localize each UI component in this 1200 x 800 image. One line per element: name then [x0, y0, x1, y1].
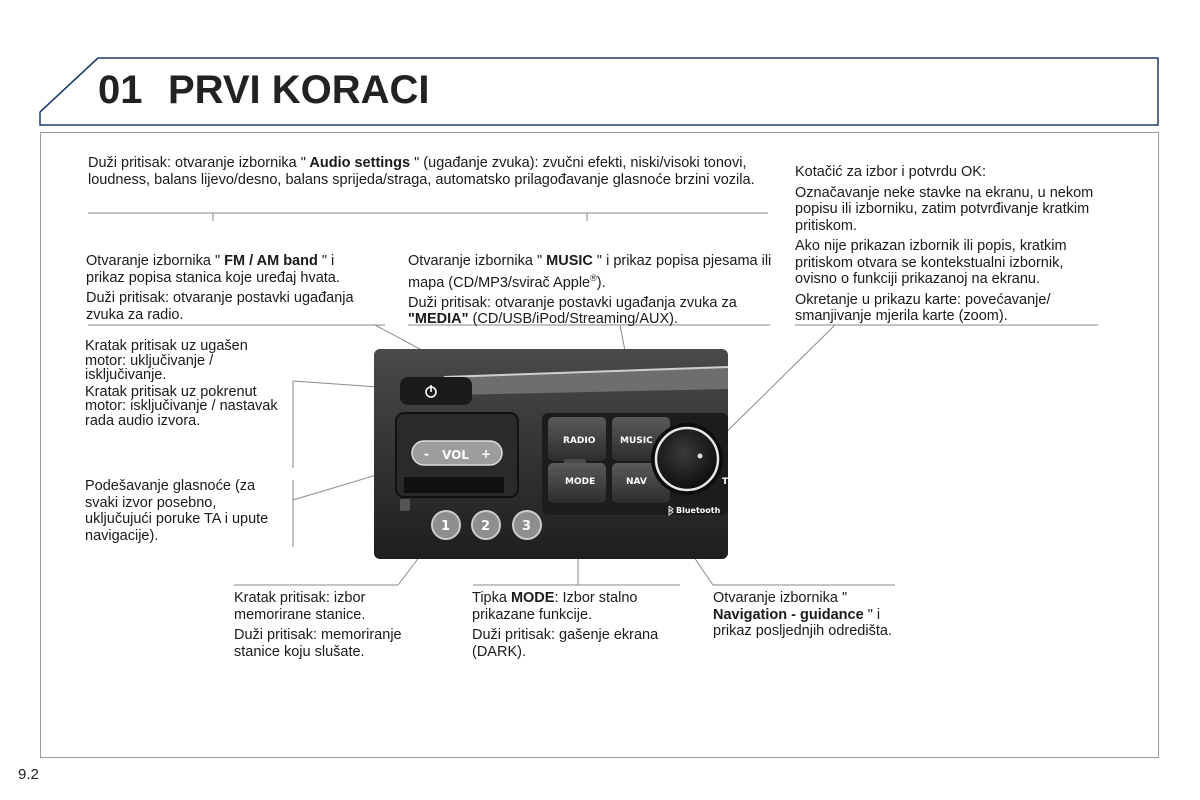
volume-plus: +	[481, 447, 492, 461]
nav-p1-post: " i prikaz posljednjih odredišta.	[713, 606, 892, 639]
partial-button-label: T	[722, 477, 728, 487]
mode-p1-post: : Izbor stalno prikazane funkcije.	[472, 590, 638, 623]
music-p1-bold: MUSIC	[542, 253, 597, 269]
knob-p4: Okretanje u prikazu karte: povećavanje/ smanjivanje mjerila karte (zoom).	[795, 291, 1051, 324]
power-p1: Kratak pritisak uz ugašen motor: uključivanje / isključivanje.	[85, 338, 248, 383]
knob-p2: Označavanje neke stavke na ekranu, u nekom popisu ili izborniku, zatim potvrđivanje kratkim pritiskom.	[795, 184, 1094, 234]
power-button[interactable]	[400, 377, 472, 405]
preset-button-2[interactable]	[472, 511, 500, 539]
music-p1-sup: ®	[590, 272, 597, 283]
music-p1-mid: " i prikaz popisa pjesama ili mapa (CD/MP3/svirač Apple	[408, 253, 772, 291]
mode-button[interactable]	[548, 463, 606, 503]
knob-p3: Ako nije prikazan izbornik ili popis, kratkim pritiskom otvara se kontekstualni izbornik, ovisno o funkciji prikazanoj na ekranu.	[795, 238, 1067, 287]
music-text	[408, 253, 778, 332]
volume-minus: -	[424, 447, 429, 461]
nav-p1-pre: Otvaranje izbornika "	[713, 590, 848, 606]
music-p2-post: (CD/USB/iPod/Streaming/AUX).	[468, 311, 678, 328]
knob-text	[795, 164, 1100, 329]
selector-knob[interactable]	[651, 423, 723, 495]
radio-text	[86, 253, 376, 327]
audio-settings-pre: Duži pritisak: otvaranje izbornika "	[88, 155, 306, 171]
audio-settings-bold: Audio settings	[305, 155, 415, 171]
presets-p2: Duži pritisak: memoriranje stanice koju slušate.	[234, 627, 402, 660]
nav-button-label: NAV	[626, 477, 647, 487]
volume-label: VOL	[442, 448, 469, 462]
power-text	[85, 339, 285, 432]
music-p1-pre: Otvaranje izbornika "	[408, 253, 543, 269]
knob-p1: Kotačić za izbor i potvrdu OK:	[795, 164, 986, 180]
mode-button-label: MODE	[565, 477, 596, 487]
nav-text	[713, 590, 913, 644]
mode-p1-pre: Tipka	[472, 590, 511, 606]
music-p1-post: ).	[596, 274, 606, 291]
radio-p1-bold: FM / AM band	[220, 253, 322, 269]
radio-p1-pre: Otvaranje izbornika "	[86, 253, 221, 269]
volume-p1: Podešavanje glasnoće (za svaki izvor posebno, uključujući poruke TA i upute navigacije).	[85, 478, 269, 544]
volume-text	[85, 478, 275, 548]
volume-rocker[interactable]	[412, 441, 502, 465]
preset-3-label: 3	[522, 519, 532, 534]
chapter-number: 01	[98, 68, 143, 112]
preset-button-1[interactable]	[432, 511, 460, 539]
music-p2-bold: "MEDIA"	[408, 311, 469, 328]
music-p2-pre: Duži pritisak: otvaranje postavki ugađanja zvuka za	[408, 294, 737, 311]
radio-p1-post: " i prikaz popisa stanica koje uređaj hvata.	[86, 253, 340, 286]
audio-settings-post: " (ugađanje zvuka): zvučni efekti, niski/visoki tonovi, loudness, balans lijevo/desno, balans sprijeda/straga, automatsko prilagođavanje glasnoće brzini vozila.	[88, 155, 755, 188]
radio-button-label: RADIO	[563, 436, 596, 446]
radio-button[interactable]	[548, 417, 606, 461]
radio-unit	[374, 349, 728, 559]
bluetooth-label: Bluetooth	[676, 506, 721, 515]
presets-text	[234, 590, 434, 664]
mode-text	[472, 590, 687, 664]
chapter-title: PRVI KORACI	[168, 68, 430, 112]
preset-2-label: 2	[481, 519, 491, 534]
page-number: 9.2	[18, 766, 39, 783]
mode-p2: Duži pritisak: gašenje ekrana (DARK).	[472, 627, 659, 660]
audio-settings-text	[88, 155, 778, 192]
music-button-label: MUSIC	[620, 436, 653, 446]
radio-p2: Duži pritisak: otvaranje postavki ugađanja zvuka za radio.	[86, 290, 354, 323]
nav-p1-bold: Navigation - guidance	[713, 606, 868, 623]
mode-p1-bold: MODE	[510, 590, 555, 606]
power-p2: Kratak pritisak uz pokrenut motor: isključivanje / nastavak rada audio izvora.	[85, 383, 278, 429]
preset-1-label: 1	[441, 519, 451, 534]
presets-p1: Kratak pritisak: izbor memorirane stanice.	[234, 590, 366, 623]
preset-button-3[interactable]	[513, 511, 541, 539]
